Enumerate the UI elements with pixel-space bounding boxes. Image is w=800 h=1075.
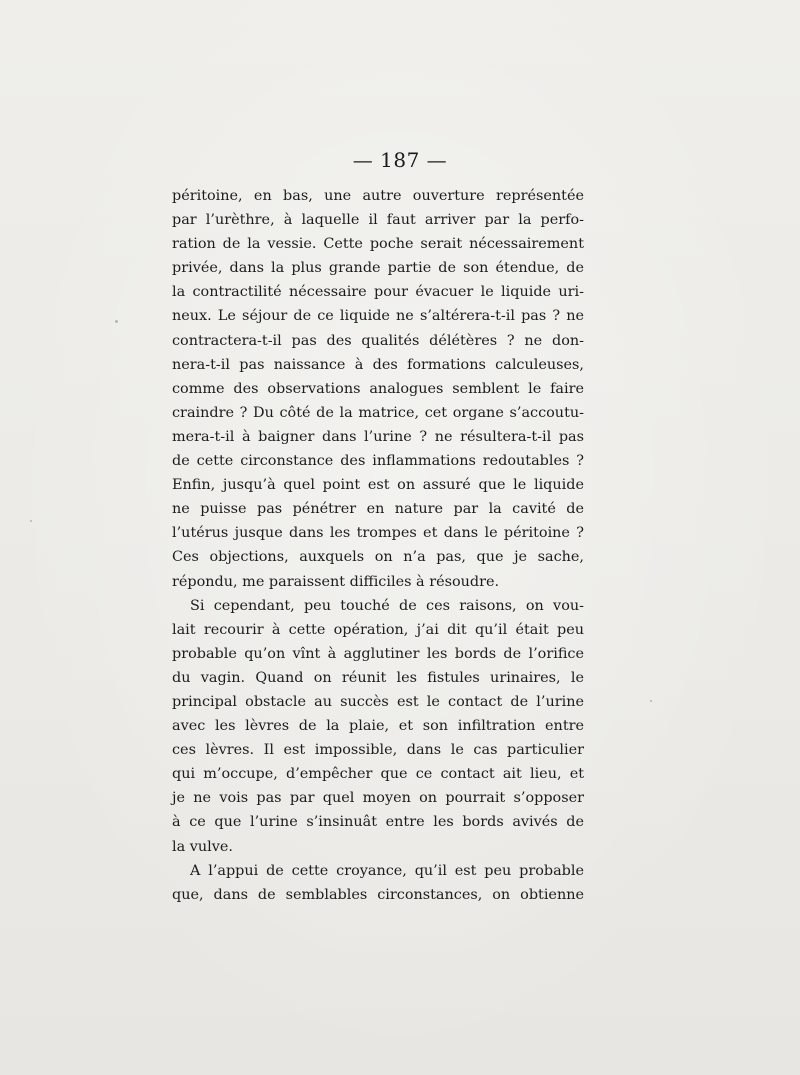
text-line: mera-t-il à baigner dans l’urine ? ne résultera-t-il pas [172, 428, 584, 445]
text-line: Enfin, jusqu’à quel point est on assuré que le liquide [172, 477, 584, 494]
text-line: comme des observations analogues semblent le faire [172, 380, 584, 397]
text-line: craindre ? Du côté de la matrice, cet organe s’accoutu- [172, 404, 584, 421]
text-line: Ces objections, auxquels on n’a pas, que je sache, [172, 549, 584, 566]
text-line: la contractilité nécessaire pour évacuer le liquide uri- [172, 284, 584, 301]
text-line: ration de la vessie. Cette poche serait nécessairement [172, 236, 584, 253]
text-line: A l’appui de cette croyance, qu’il est peu probable [190, 862, 584, 879]
text-line: contractera-t-il pas des qualités délétères ? ne don- [172, 332, 584, 349]
text-line: je ne vois pas par quel moyen on pourrait s’opposer [172, 790, 584, 807]
text-line: lait recourir à cette opération, j’ai dit qu’il était peu [172, 621, 584, 638]
text-line: à ce que l’urine s’insinuât entre les bords avivés de [172, 814, 584, 831]
text-line: répondu, me paraissent difficiles à résoudre. [172, 573, 500, 590]
text-line: par l’urèthre, à laquelle il faut arriver par la perfo- [172, 212, 584, 229]
text-line: Si cependant, peu touché de ces raisons, on vou- [190, 597, 584, 614]
text-line: privée, dans la plus grande partie de son étendue, de [172, 260, 584, 277]
text-line: qui m’occupe, d’empêcher que ce contact ait lieu, et [172, 766, 584, 783]
text-line: la vulve. [172, 838, 233, 855]
paragraph-3 [172, 859, 584, 907]
text-line: ne puisse pas pénétrer en nature par la cavité de [172, 501, 584, 518]
text-line: péritoine, en bas, une autre ouverture représentée [172, 188, 584, 204]
paper-speck [30, 520, 32, 522]
text-line: l’utérus jusque dans les trompes et dans le péritoine ? [172, 525, 584, 542]
text-line: du vagin. Quand on réunit les fistules urinaires, le [172, 669, 584, 686]
paragraph-1 [172, 184, 584, 594]
text-line: neux. Le séjour de ce liquide ne s’altérera-t-il pas ? ne [172, 308, 584, 325]
text-line: avec les lèvres de la plaie, et son infiltration entre [172, 718, 584, 735]
text-line: nera-t-il pas naissance à des formations calculeuses, [172, 356, 584, 373]
paragraph-2 [172, 594, 584, 859]
page-number: — 187 — [352, 148, 448, 172]
text-line: ces lèvres. Il est impossible, dans le cas particulier [172, 742, 584, 759]
body-text [172, 184, 584, 907]
text-line: probable qu’on vînt à agglutiner les bords de l’orifice [172, 645, 584, 662]
text-line: principal obstacle au succès est le contact de l’urine [172, 693, 584, 710]
text-line: de cette circonstance des inflammations redoutables ? [172, 453, 584, 470]
paper-speck [650, 700, 652, 702]
paper-speck [115, 320, 118, 323]
text-line: que, dans de semblables circonstances, on obtienne [172, 886, 584, 903]
